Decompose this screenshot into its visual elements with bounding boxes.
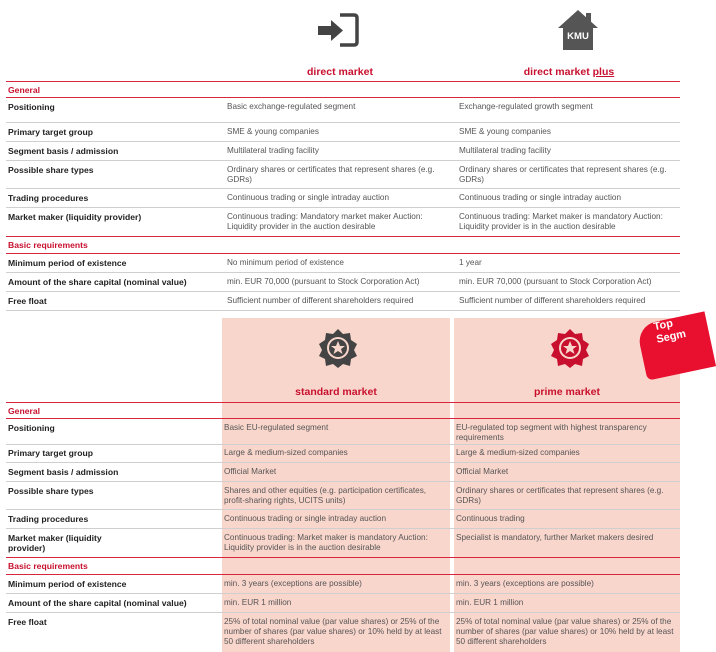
cell: Ordinary shares or certificates that represent shares (e.g. GDRs) [227,165,435,184]
cell: Multilateral trading facility [227,146,319,155]
divider [6,462,680,463]
cell: min. 3 years (exceptions are possible) [224,579,362,588]
cell: Large & medium-sized companies [456,448,580,457]
row-label: Primary target group [8,448,94,458]
cell: min. EUR 70,000 (pursuant to Stock Corporation Act) [227,277,420,286]
divider [6,402,680,403]
cell: Multilateral trading facility [459,146,551,155]
cell: Continuous trading: Market maker is mandatory Auction: Liquidity provider is in the auction desirable [224,533,428,552]
sign-in-icon [316,12,360,48]
divider [6,557,680,558]
divider [6,272,680,273]
row-label: Free float [8,296,47,306]
divider [6,444,680,445]
divider [6,291,680,292]
cell: Ordinary shares or certificates that represent shares (e.g. GDRs) [456,486,664,505]
cell: Large & medium-sized companies [224,448,348,457]
cell: SME & young companies [459,127,551,136]
row-label: Minimum period of existence [8,579,127,589]
row-label: Positioning [8,423,55,433]
cell: SME & young companies [227,127,319,136]
divider [6,253,680,254]
top-segment-badge [637,312,697,364]
divider [6,122,680,123]
divider [6,97,680,98]
divider [6,81,680,82]
col-head-standard-market: standard market [295,386,377,398]
cell: Basic EU-regulated segment [224,423,329,432]
row-label: Primary target group [8,127,94,137]
cell: Exchange-regulated growth segment [459,102,593,111]
divider [6,612,680,613]
row-label: Free float [8,617,47,627]
cell: Specialist is mandatory, further Market makers desired [456,533,654,542]
divider [6,528,680,529]
cell: Continuous trading: Mandatory market maker Auction: Liquidity provider in the auction desirable [227,212,423,231]
divider [6,481,680,482]
cell: Sufficient number of different shareholders required [227,296,414,305]
row-label: Segment basis / admission [8,146,119,156]
row-label: Minimum period of existence [8,258,127,268]
award-rosette-icon [318,328,358,368]
section-basic-bottom: Basic requirements [8,561,88,571]
cell: No minimum period of existence [227,258,344,267]
divider [6,574,680,575]
kmu-label: KMU [567,31,589,42]
cell: Basic exchange-regulated segment [227,102,356,111]
cell: Continuous trading [456,514,525,523]
row-label: Amount of the share capital (nominal value) [8,598,187,608]
row-label: Trading procedures [8,193,89,203]
divider [6,188,680,189]
cell: 25% of total nominal value (par value shares) or 25% of the number of shares (par value shares) or 10% held by at least 50 different shareholders [224,617,442,646]
cell: 25% of total nominal value (par value shares) or 25% of the number of shares (par value shares) or 10% held by at least 50 different shareholders [456,617,674,646]
divider [6,418,680,419]
row-label: Amount of the share capital (nominal value) [8,277,187,287]
cell: Continuous trading or single intraday auction [459,193,622,202]
divider [6,207,680,208]
cell: Continuous trading or single intraday auction [224,514,387,523]
section-basic-top: Basic requirements [8,240,88,250]
row-label: Segment basis / admission [8,467,119,477]
cell: min. EUR 1 million [224,598,292,607]
cell: Continuous trading: Market maker is mandatory Auction: Liquidity provider is in the auction desirable [459,212,663,231]
top-segment-badge-text: Top Segm [652,317,688,346]
cell: min. EUR 1 million [456,598,524,607]
col-head-prime-market: prime market [534,386,600,398]
row-label: Trading procedures [8,514,89,524]
section-general-top: General [8,85,41,95]
divider [6,236,680,237]
row-label: Market maker (liquidity provider) [8,212,142,222]
col-head-direct-market-plus: direct market plus [523,66,615,78]
award-rosette-icon [550,328,590,368]
divider [6,160,680,161]
cell: EU-regulated top segment with highest transparency requirements [456,423,647,442]
cell: Official Market [224,467,277,476]
cell: Continuous trading or single intraday auction [227,193,390,202]
divider [6,141,680,142]
row-label: Possible share types [8,165,94,175]
cell: Shares and other equities (e.g. participation certificates, profit-sharing rights, UCITS units) [224,486,427,505]
col-head-direct-market: direct market [307,66,373,78]
house-kmu-icon [556,8,600,52]
cell: Official Market [456,467,509,476]
row-label: Positioning [8,102,55,112]
divider [6,593,680,594]
cell: min. EUR 70,000 (pursuant to Stock Corporation Act) [459,277,652,286]
cell: 1 year [459,258,482,267]
section-general-bottom: General [8,406,41,416]
cell: Sufficient number of different shareholders required [459,296,646,305]
cell: min. 3 years (exceptions are possible) [456,579,594,588]
row-label: Possible share types [8,486,94,496]
row-label: Market maker (liquidity provider) [8,533,102,553]
divider [6,509,680,510]
divider [6,310,680,311]
cell: Ordinary shares or certificates that represent shares (e.g. GDRs) [459,165,667,184]
